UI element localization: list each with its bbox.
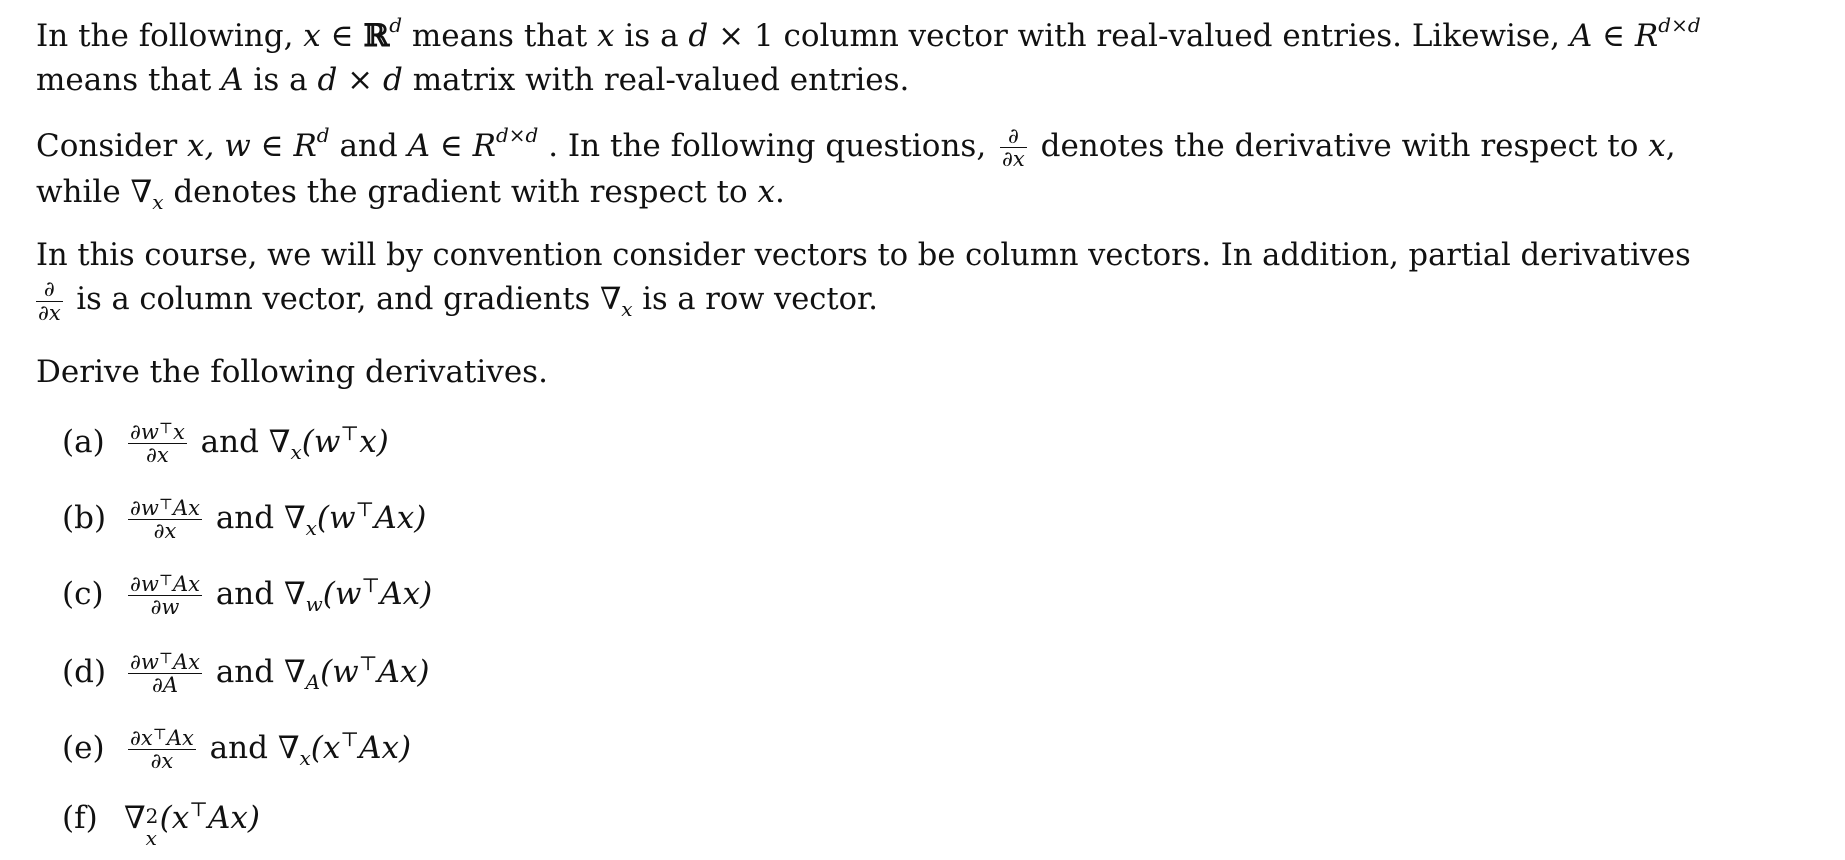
nabla-symbol: ∇ [277, 730, 300, 766]
partial-x-fraction: $\frac{\partial}{\partial x}$ [38, 277, 61, 325]
math-sup: d [389, 13, 403, 37]
math: x [303, 18, 321, 54]
math: x) [359, 424, 389, 460]
text: In this course, we will by convention consider vectors to be column vectors. In addition, partial derivatives [36, 238, 1691, 273]
math: Ax) [377, 654, 430, 690]
transpose-symbol: ⊤ [189, 797, 209, 821]
math: A [1569, 18, 1593, 54]
math: x [757, 174, 775, 211]
transpose-symbol: ⊤ [340, 421, 360, 445]
math-sup: d [316, 123, 330, 147]
math: (x [159, 800, 190, 836]
math-sub: A [305, 670, 321, 694]
text: means that [36, 62, 222, 98]
derivative-fraction: $\frac{\partial w^⊤Ax}{\partial A}$ [130, 648, 200, 697]
math: (w [316, 500, 356, 536]
math-sub: x [305, 516, 317, 540]
math: A [407, 128, 430, 164]
transpose-symbol: ⊤ [340, 727, 360, 751]
nabla-symbol: ∇ [130, 174, 153, 211]
math: Ax) [359, 730, 412, 766]
list-item [62, 650, 430, 696]
math: R [1634, 18, 1659, 54]
item-label: (e) [62, 730, 105, 766]
list-item [62, 726, 411, 772]
text: , [1665, 128, 1676, 164]
math-sub: w [305, 592, 323, 616]
math-sub: x [621, 297, 633, 321]
text: and [205, 654, 284, 690]
nabla-symbol: ∇ [600, 282, 622, 317]
math-op: ∈ [320, 18, 364, 54]
derivative-fraction: $\frac{\partial x^⊤Ax}{\partial x}$ [130, 724, 194, 773]
derivative-fraction: $\frac{\partial w^⊤x}{\partial x}$ [130, 418, 185, 467]
transpose-symbol: ⊤ [361, 573, 381, 597]
text: and [329, 128, 408, 164]
paragraph-2 [36, 124, 1826, 214]
math: x, w [187, 128, 251, 164]
text: is a [614, 18, 689, 54]
paragraph-4 [36, 350, 1826, 394]
math-op: × [708, 18, 754, 54]
item-label: (a) [62, 424, 105, 460]
math: Ax) [208, 800, 261, 836]
item-label: (b) [62, 500, 107, 536]
paragraph-1 [36, 14, 1826, 102]
text: Consider [36, 128, 188, 164]
nabla-symbol: ∇ [283, 500, 306, 536]
partial-x-fraction: $\frac{\partial}{\partial x}$ [1002, 123, 1025, 171]
list-item [62, 572, 432, 618]
text: means that [402, 18, 598, 54]
transpose-symbol: ⊤ [355, 497, 375, 521]
text: and [190, 424, 269, 460]
text: and [205, 576, 284, 612]
math-op: ∈ [250, 128, 294, 164]
math: (w [320, 654, 359, 690]
nabla-sup-sub: 2 x [145, 804, 159, 850]
math-sub: x [152, 190, 164, 215]
text: matrix with real-valued entries. [402, 62, 910, 98]
math: d [688, 18, 709, 54]
transpose-symbol: ⊤ [358, 651, 378, 675]
text: . [774, 174, 785, 211]
math-op: × [337, 62, 383, 98]
text: In the following, [36, 18, 304, 54]
item-label: (d) [62, 654, 107, 690]
nabla-symbol: ∇ [268, 424, 291, 460]
list-item [62, 796, 261, 850]
text: . In the following questions, [538, 128, 997, 164]
text: is a row vector. [632, 282, 878, 317]
math: A [221, 62, 244, 98]
math: (x [310, 730, 341, 766]
text: and [205, 500, 284, 536]
text: is a [243, 62, 318, 98]
math-op: ∈ [1592, 18, 1635, 54]
list-item [62, 420, 389, 466]
text: while [36, 174, 131, 211]
paragraph-3 [36, 234, 1826, 324]
math-sup: d×d [1658, 13, 1701, 37]
text: denotes the derivative with respect to [1030, 128, 1649, 164]
math: x [597, 18, 615, 54]
math: Ax) [374, 500, 427, 536]
item-label: (f) [62, 800, 98, 836]
text: denotes the gradient with respect to [163, 174, 758, 211]
list-item [62, 496, 426, 542]
nabla-symbol: ∇ [283, 576, 306, 612]
math-sup: d×d [495, 123, 539, 147]
derivative-fraction: $\frac{\partial w^⊤Ax}{\partial w}$ [130, 570, 200, 619]
text: is a column vector, and gradients [66, 282, 600, 317]
math: 1 [753, 18, 774, 54]
item-label: (c) [62, 576, 104, 612]
math-sub: x [299, 746, 311, 770]
nabla-symbol: ∇ [124, 800, 146, 836]
math: x [1648, 128, 1666, 164]
nabla-symbol: ∇ [283, 654, 306, 690]
math: d [382, 62, 403, 98]
math: (w [322, 576, 362, 612]
math-reals: ℝ [363, 18, 390, 54]
text: and [199, 730, 278, 766]
math: (w [301, 424, 341, 460]
math: d [317, 62, 338, 98]
math-sub: x [290, 440, 302, 464]
math: R [293, 128, 317, 164]
text: column vector with real-valued entries. Likewise, [773, 18, 1570, 54]
math: Ax) [380, 576, 433, 612]
text: Derive the following derivatives. [36, 354, 548, 390]
math: R [472, 128, 496, 164]
math-op: ∈ [429, 128, 473, 164]
derivative-fraction: $\frac{\partial w^⊤Ax}{\partial x}$ [130, 494, 200, 543]
